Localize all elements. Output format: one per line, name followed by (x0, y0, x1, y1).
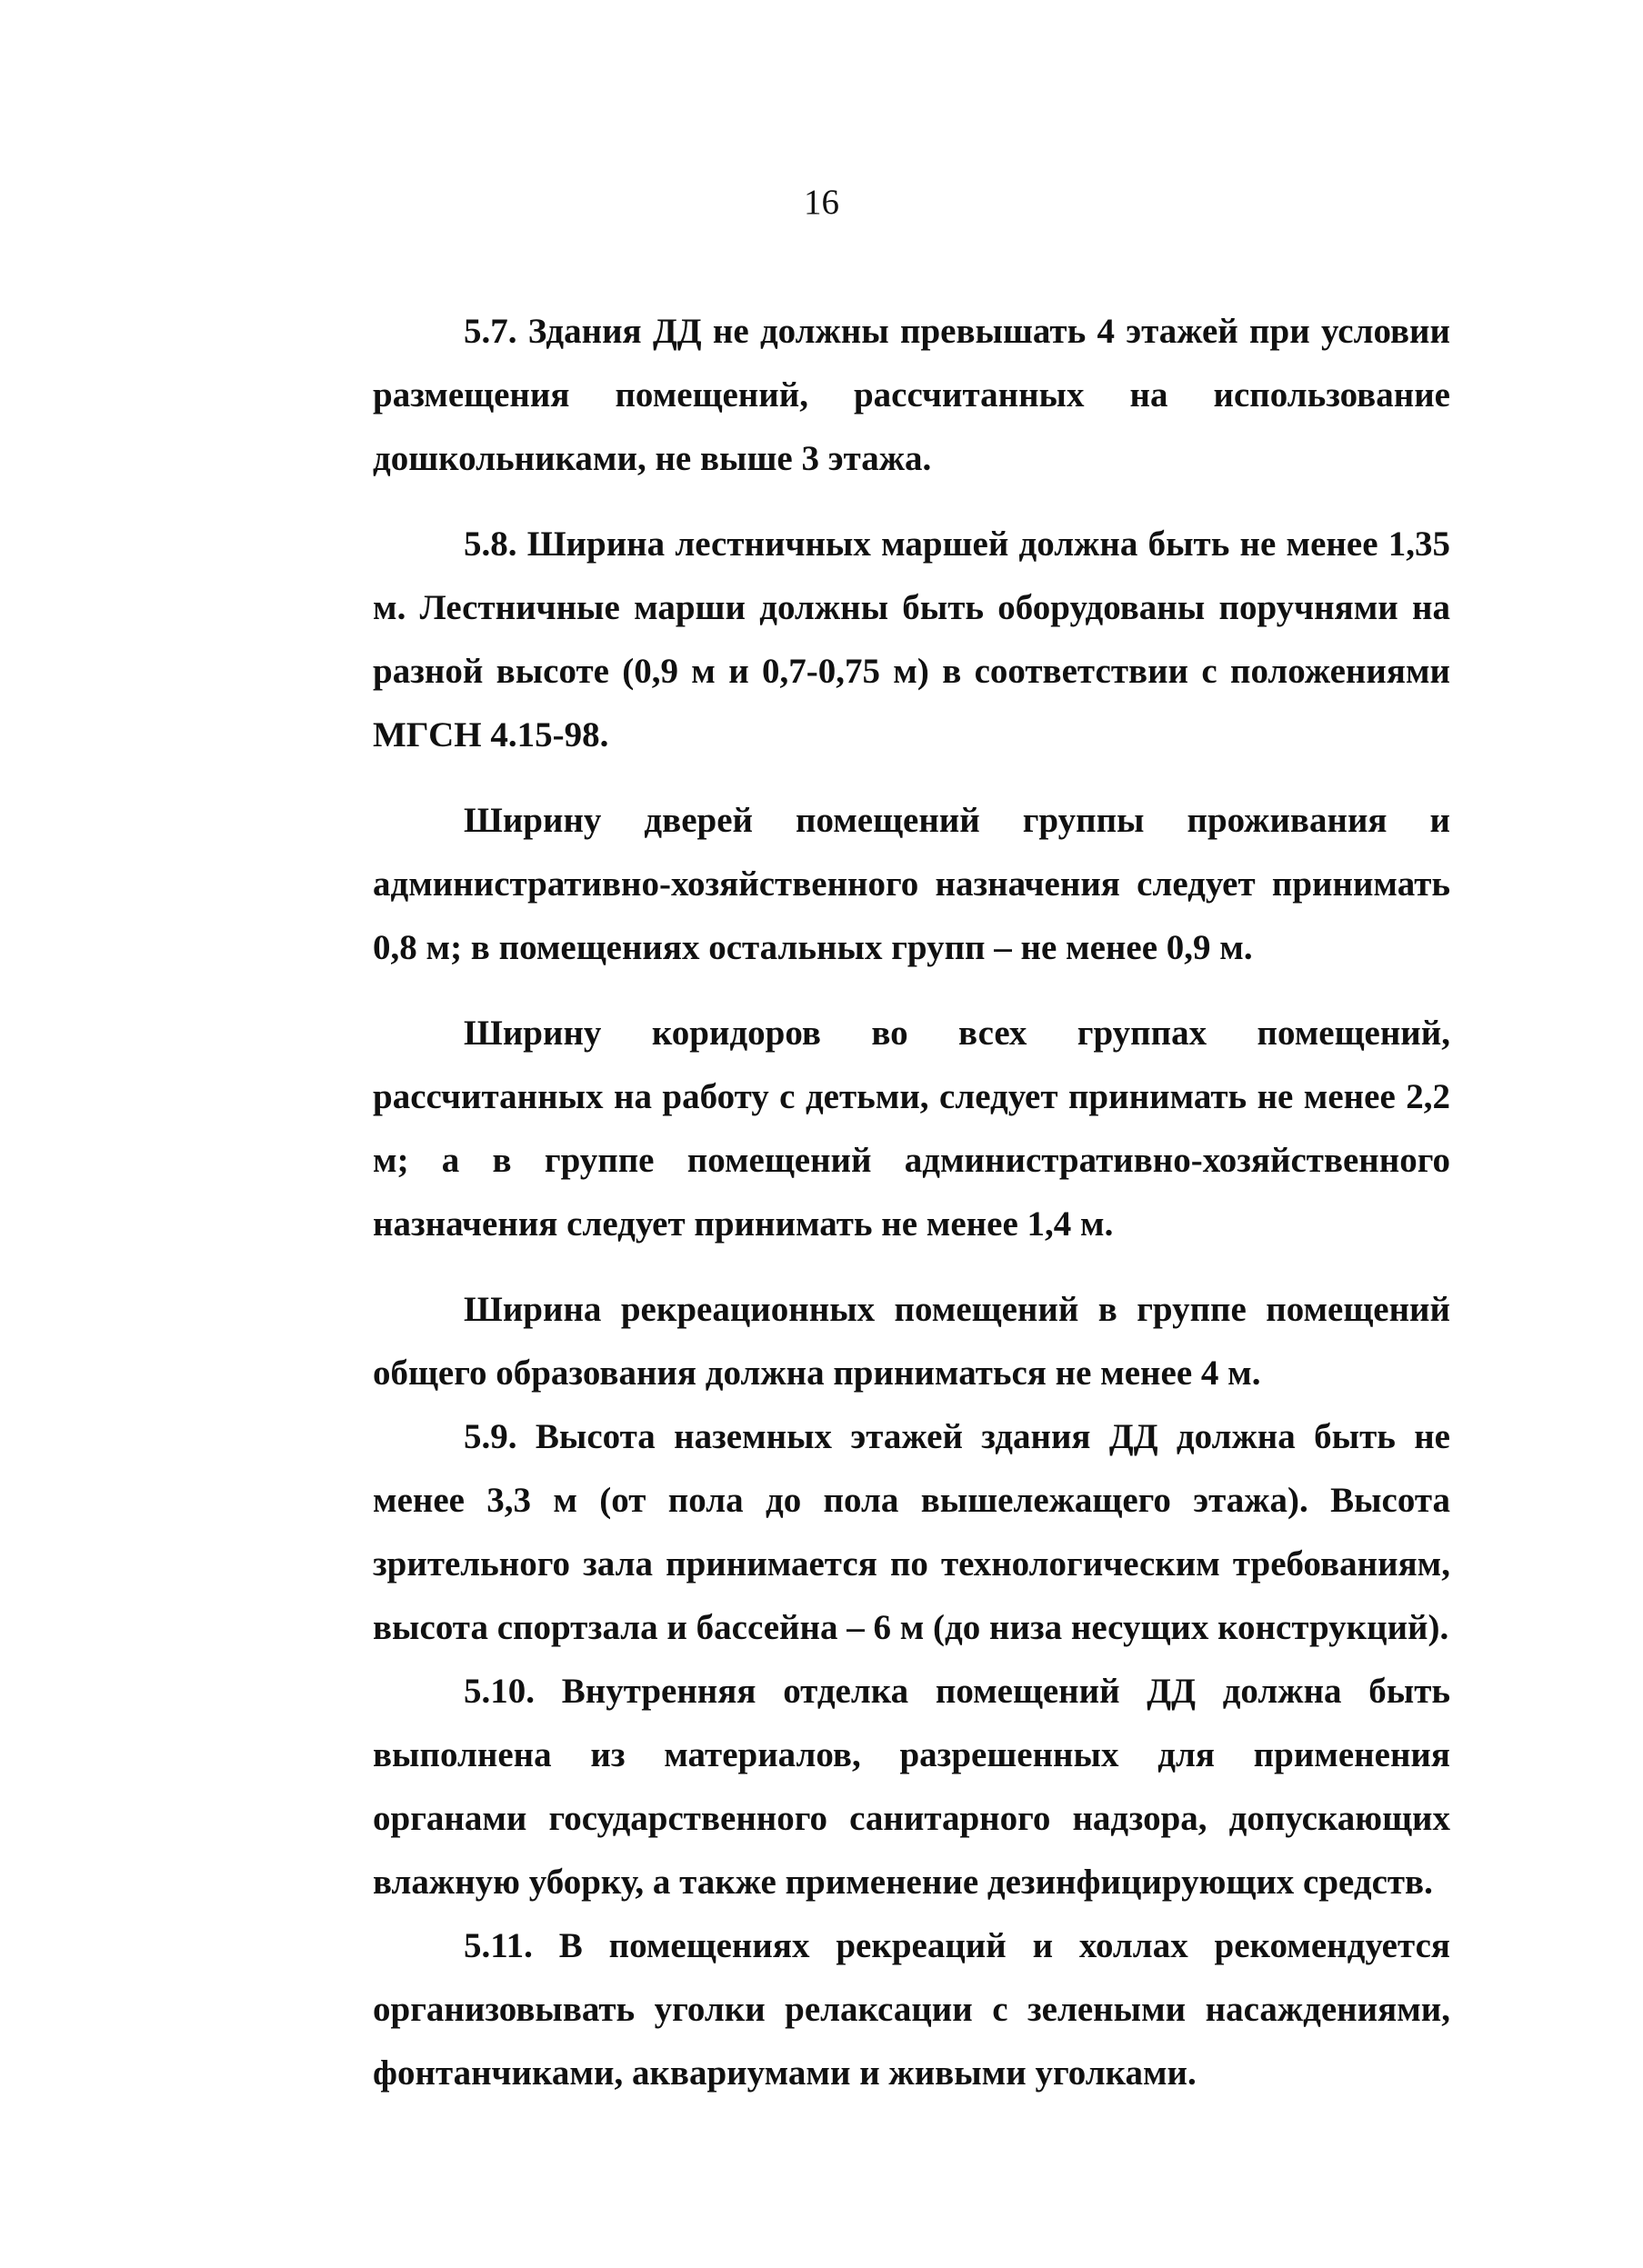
paragraph-5-11: 5.11. В помещениях рекреаций и холлах рекомендуется организовывать уголки релаксации с зелеными насаждениями, фонтанчиками, аквариумами и живыми уголками. (373, 1926, 1450, 2093)
paragraph-door-width: Ширину дверей помещений группы проживания и административно-хозяйственного назначения следует принимать 0,8 м; в помещениях остальных групп – не менее 0,9 м. (373, 801, 1450, 967)
paragraph-recreation-width: Ширина рекреационных помещений в группе помещений общего образования должна приниматься не менее 4 м. (373, 1290, 1450, 1393)
paragraph-5-9: 5.9. Высота наземных этажей здания ДД должна быть не менее 3,3 м (от пола до пола вышележащего этажа). Высота зрительного зала принимается по технологическим требованиям, высота спортзала и бассейна – 6 м (до низа несущих конструкций). (373, 1417, 1450, 1647)
paragraph-5-7: 5.7. Здания ДД не должны превышать 4 этажей при условии размещения помещений, рассчитанных на использование дошкольниками, не выше 3 этажа. (373, 312, 1450, 478)
paragraph-5-10: 5.10. Внутренняя отделка помещений ДД должна быть выполнена из материалов, разрешенных для применения органами государственного санитарного надзора, допускающих влажную уборку, а также применение дезинфицирующих средств. (373, 1672, 1450, 1902)
paragraph-5-8: 5.8. Ширина лестничных маршей должна быть не менее 1,35 м. Лестничные марши должны быть оборудованы поручнями на разной высоте (0,9 м и 0,7-0,75 м) в соответствии с положениями МГСН 4.15-98. (373, 525, 1450, 754)
page-number: 16 (804, 183, 839, 222)
paragraph-corridor-width: Ширину коридоров во всех группах помещений, рассчитанных на работу с детьми, следует принимать не менее 2,2 м; а в группе помещений административно-хозяйственного назначения следует принимать не менее 1,4 м. (373, 1014, 1450, 1244)
document-body (373, 300, 1450, 2105)
